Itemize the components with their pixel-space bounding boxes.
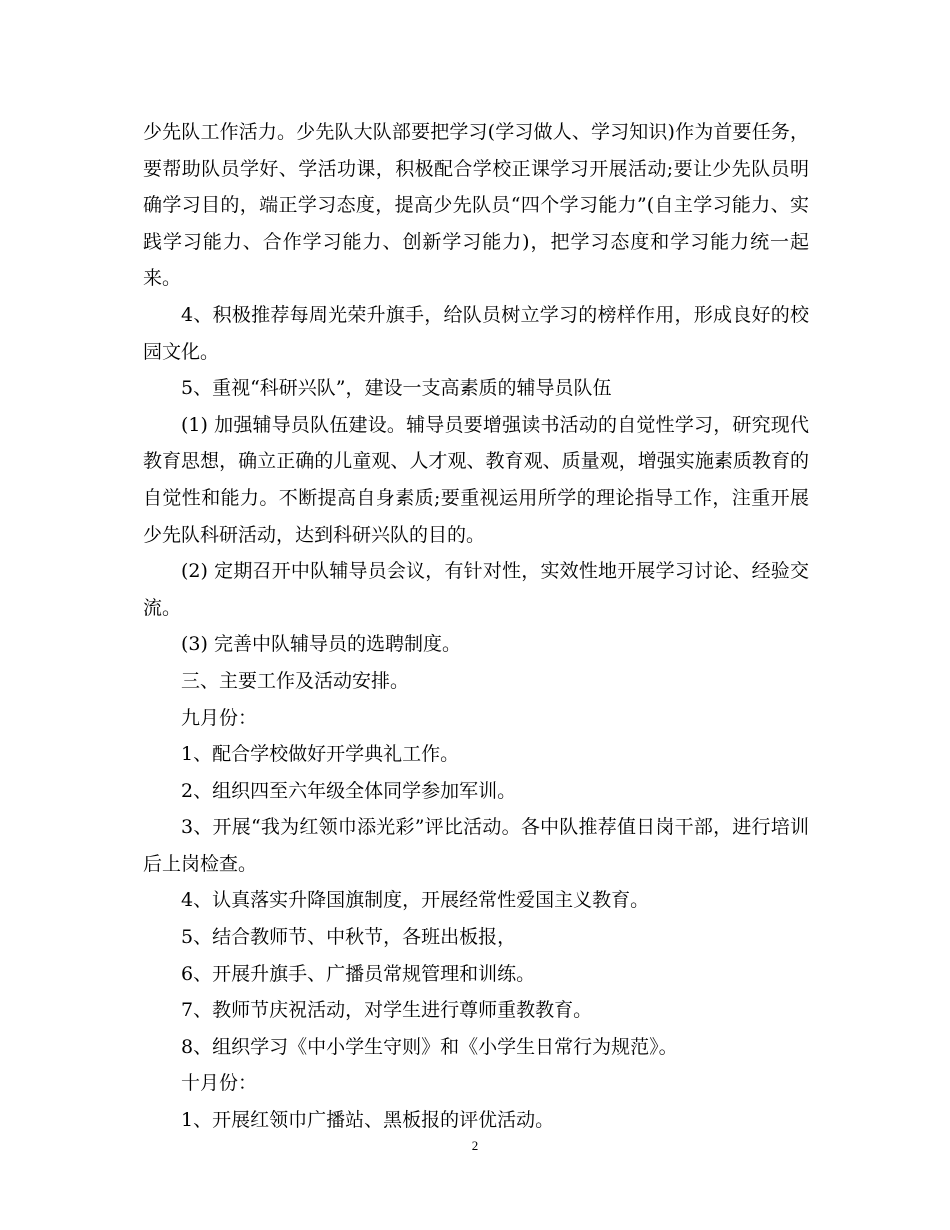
paragraph-4: (1) 加强辅导员队伍建设。辅导员要增强读书活动的自觉性学习，研究现代教育思想，确立正确的儿童观、人才观、教育观、质量观，增强实施素质教育的自觉性和能力。不断提高自身素质;要重视运用所学的理论指导工作，注重开展少先队科研活动，达到科研兴队的目的。: [143, 413, 809, 546]
october-item-1: 1、开展红领巾广播站、黑板报的评优活动。: [181, 1109, 555, 1132]
september-item-6: 6、开展升旗手、广播员常规管理和训练。: [181, 962, 536, 985]
september-item-4: 4、认真落实升降国旗制度，开展经常性爱国主义教育。: [181, 889, 650, 912]
paragraph-1: 少先队工作活力。少先队大队部要把学习(学习做人、学习知识)作为首要任务，要帮助队员学好、学活功课，积极配合学校正课学习开展活动;要让少先队员明确学习目的，端正学习态度，提高少先队员“四个学习能力”(自主学习能力、实践学习能力、合作学习能力、创新学习能力)，把学习态度和学习能力统一起来。: [143, 121, 809, 290]
document-body: [143, 114, 809, 1139]
september-item-5: 5、结合教师节、中秋节，各班出板报，: [181, 926, 517, 949]
month-heading-october: 十月份：: [181, 1072, 258, 1095]
section-heading: 三、主要工作及活动安排。: [181, 669, 410, 692]
paragraph-6: (3) 完善中队辅导员的选聘制度。: [181, 633, 461, 656]
september-item-8: 8、组织学习《中小学生守则》和《小学生日常行为规范》。: [181, 1035, 678, 1058]
paragraph-5: (2) 定期召开中队辅导员会议，有针对性，实效性地开展学习讨论、经验交流。: [143, 560, 809, 619]
paragraph-3: 5、重视“科研兴队”，建设一支高素质的辅导员队伍: [181, 377, 612, 400]
september-item-7: 7、教师节庆祝活动，对学生进行尊师重教教育。: [181, 999, 593, 1022]
page-number: 2: [471, 1138, 479, 1153]
month-heading-september: 九月份：: [181, 706, 258, 729]
paragraph-2: 4、积极推荐每周光荣升旗手，给队员树立学习的榜样作用，形成良好的校园文化。: [143, 303, 809, 363]
september-item-1: 1、配合学校做好开学典礼工作。: [181, 743, 460, 766]
september-item-2: 2、组织四至六年级全体同学参加军训。: [181, 779, 517, 802]
september-item-3: 3、开展“我为红领巾添光彩”评比活动。各中队推荐值日岗干部，进行培训后上岗检查。: [143, 816, 809, 875]
